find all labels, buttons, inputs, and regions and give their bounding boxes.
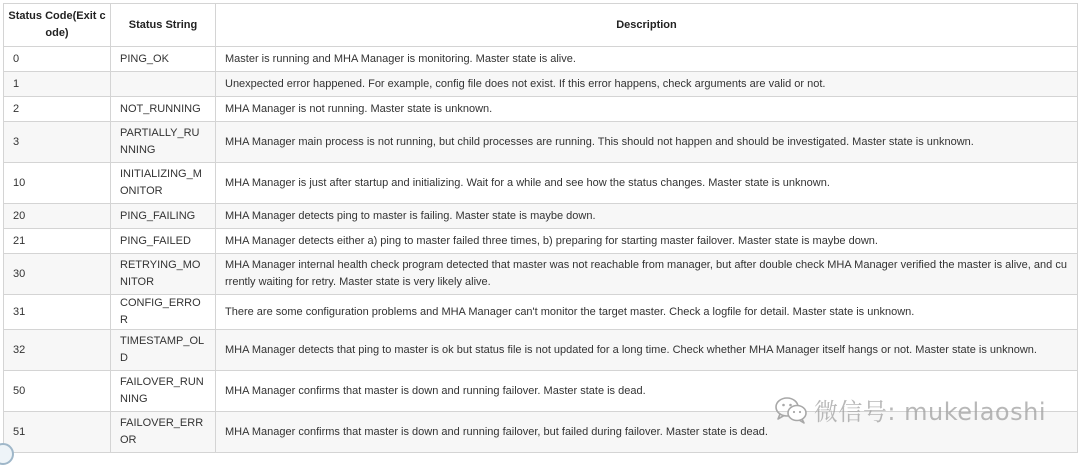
description-cell: Unexpected error happened. For example, config file does not exist. If this error happens, check arguments are valid or not. bbox=[216, 72, 1078, 97]
status-code-cell: 20 bbox=[4, 204, 111, 229]
description-cell: MHA Manager confirms that master is down and running failover, but failed during failover. Master state is dead. bbox=[216, 412, 1078, 453]
description-cell: There are some configuration problems and MHA Manager can't monitor the target master. Check a logfile for detail. Master state is unknown. bbox=[216, 295, 1078, 330]
description-cell: MHA Manager detects ping to master is failing. Master state is maybe down. bbox=[216, 204, 1078, 229]
status-code-cell: 3 bbox=[4, 122, 111, 163]
table-row bbox=[4, 229, 1078, 254]
status-code-cell: 30 bbox=[4, 254, 111, 295]
table-row bbox=[4, 122, 1078, 163]
description-cell: MHA Manager internal health check program detected that master was not reachable from manager, but after double check MHA Manager verified the master is alive, and currently waiting for retry. Master state is very likely alive. bbox=[216, 254, 1078, 295]
table-row bbox=[4, 330, 1078, 371]
status-string-cell: PARTIALLY_RUNNING bbox=[111, 122, 216, 163]
status-code-cell: 21 bbox=[4, 229, 111, 254]
status-code-cell: 32 bbox=[4, 330, 111, 371]
description-cell: Master is running and MHA Manager is monitoring. Master state is alive. bbox=[216, 47, 1078, 72]
status-string-cell: RETRYING_MONITOR bbox=[111, 254, 216, 295]
table-header-row bbox=[4, 4, 1078, 47]
status-string-cell: INITIALIZING_MONITOR bbox=[111, 163, 216, 204]
status-code-cell: 31 bbox=[4, 295, 111, 330]
status-code-cell: 51 bbox=[4, 412, 111, 453]
description-cell: MHA Manager is not running. Master state is unknown. bbox=[216, 97, 1078, 122]
table-row bbox=[4, 295, 1078, 330]
description-cell: MHA Manager detects either a) ping to master failed three times, b) preparing for starting master failover. Master state is maybe down. bbox=[216, 229, 1078, 254]
status-code-table bbox=[3, 3, 1078, 453]
description-cell: MHA Manager detects that ping to master is ok but status file is not updated for a long time. Check whether MHA Manager itself hangs or not. Master state is unknown. bbox=[216, 330, 1078, 371]
description-cell: MHA Manager main process is not running, but child processes are running. This should not happen and should be investigated. Master state is unknown. bbox=[216, 122, 1078, 163]
status-string-cell: FAILOVER_ERROR bbox=[111, 412, 216, 453]
status-code-cell: 0 bbox=[4, 47, 111, 72]
status-string-cell: NOT_RUNNING bbox=[111, 97, 216, 122]
description-cell: MHA Manager is just after startup and initializing. Wait for a while and see how the status changes. Master state is unknown. bbox=[216, 163, 1078, 204]
status-code-cell: 2 bbox=[4, 97, 111, 122]
table-row bbox=[4, 72, 1078, 97]
status-code-cell: 50 bbox=[4, 371, 111, 412]
status-string-cell: PING_FAILED bbox=[111, 229, 216, 254]
status-string-cell: FAILOVER_RUNNING bbox=[111, 371, 216, 412]
description-cell: MHA Manager confirms that master is down and running failover. Master state is dead. bbox=[216, 371, 1078, 412]
header-status-code: Status Code(Exit code) bbox=[4, 4, 111, 47]
table-row bbox=[4, 97, 1078, 122]
status-string-cell: PING_FAILING bbox=[111, 204, 216, 229]
status-string-cell: PING_OK bbox=[111, 47, 216, 72]
status-string-cell: CONFIG_ERROR bbox=[111, 295, 216, 330]
header-description: Description bbox=[216, 4, 1078, 47]
table-row bbox=[4, 204, 1078, 229]
header-status-string: Status String bbox=[111, 4, 216, 47]
table-row bbox=[4, 412, 1078, 453]
status-code-cell: 10 bbox=[4, 163, 111, 204]
status-string-cell: TIMESTAMP_OLD bbox=[111, 330, 216, 371]
watermark-text: 微信号: mukelaoshi bbox=[813, 398, 1046, 426]
table-row bbox=[4, 371, 1078, 412]
table-row bbox=[4, 254, 1078, 295]
table-row bbox=[4, 163, 1078, 204]
table-row bbox=[4, 47, 1078, 72]
status-code-cell: 1 bbox=[4, 72, 111, 97]
status-string-cell bbox=[111, 72, 216, 97]
